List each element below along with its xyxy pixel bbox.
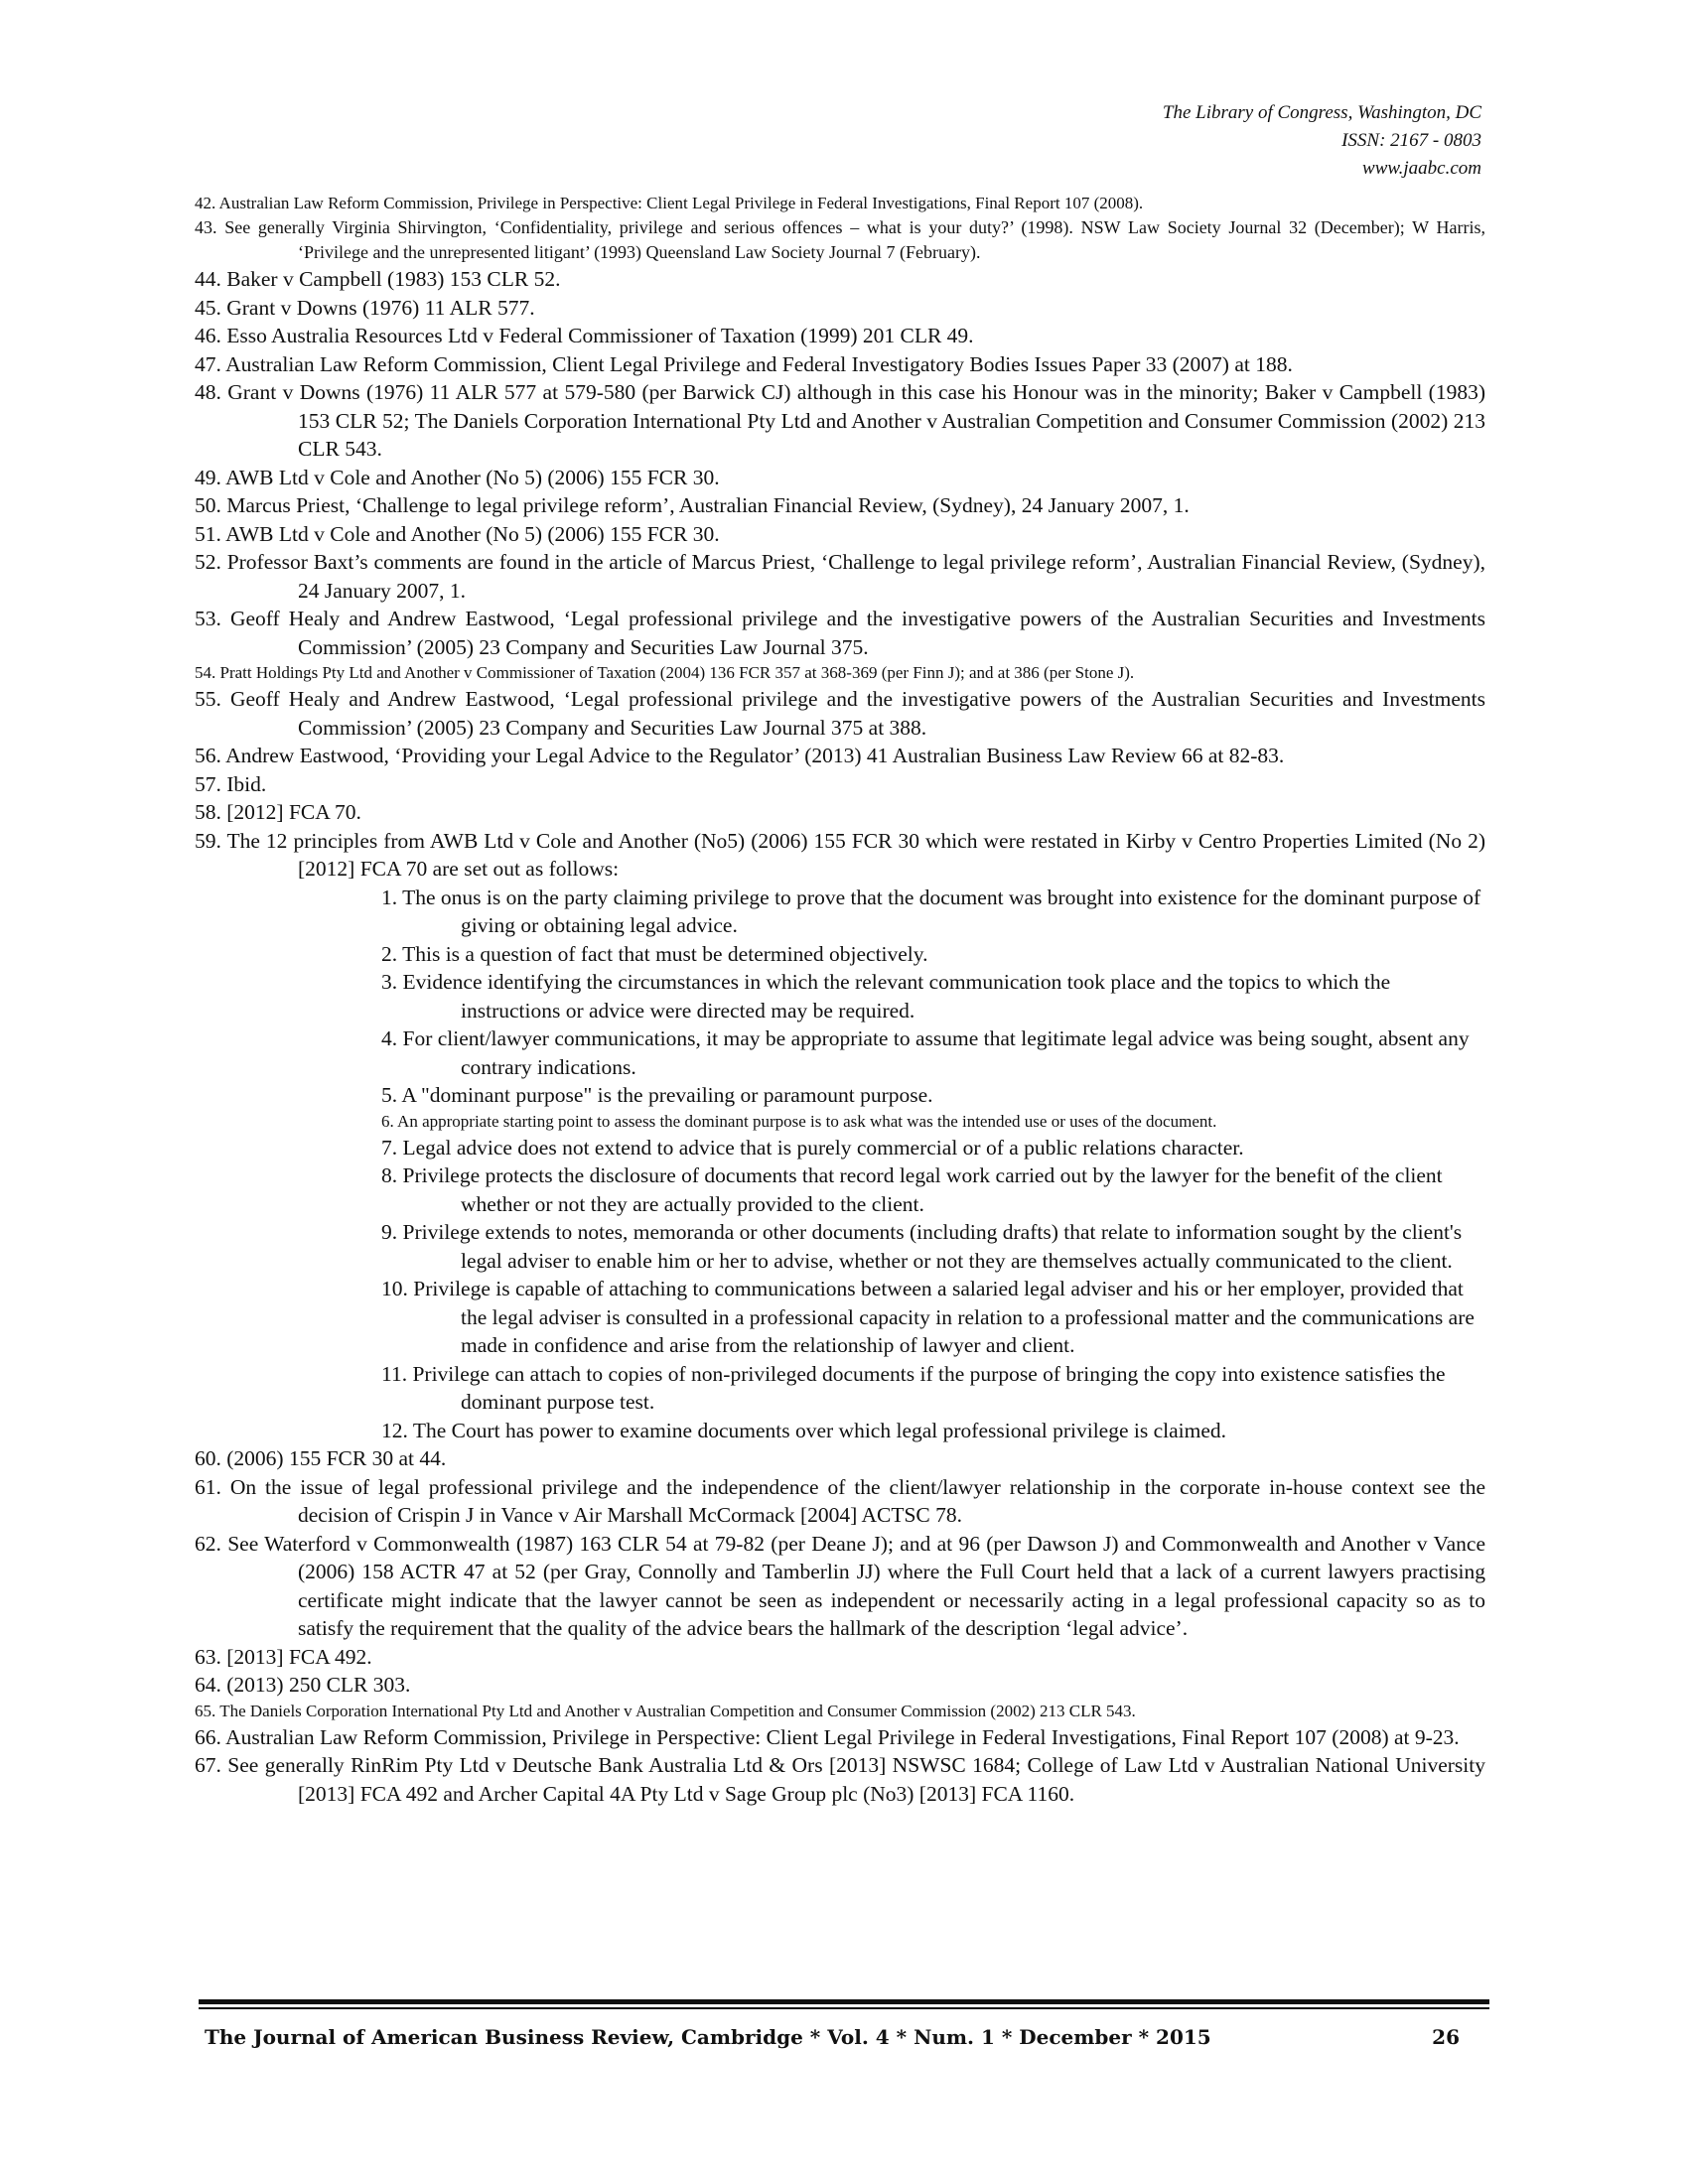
page-number: 26: [1432, 2025, 1460, 2049]
endnote-42: 42. Australian Law Reform Commission, Privilege in Perspective: Client Legal Privilege in Federal Investigations, Final Report 107 (2008).: [195, 194, 1144, 212]
endnote-54: 54. Pratt Holdings Pty Ltd and Another v Commissioner of Taxation (2004) 136 FCR 357 at 368-369 (per Finn J); and at 386 (per Stone J).: [195, 663, 1135, 682]
principle-11: 11. Privilege can attach to copies of non-privileged documents if the purpose of bringing the copy into existence satisfies the dominant purpose test.: [381, 1361, 1446, 1414]
endnote-63: 63. [2013] FCA 492.: [195, 1644, 372, 1669]
endnote-55: 55. Geoff Healy and Andrew Eastwood, ‘Legal professional privilege and the investigative powers of the Australian Securities and Investments Commission’ (2005) 23 Company and Securities Law Journal 375 at 388.: [195, 687, 1485, 740]
endnote-58: 58. [2012] FCA 70.: [195, 800, 361, 824]
header-library: The Library of Congress, Washington, DC: [1162, 102, 1481, 123]
endnote-47: 47. Australian Law Reform Commission, Client Legal Privilege and Federal Investigatory Bodies Issues Paper 33 (2007) at 188.: [195, 351, 1293, 376]
endnote-57: 57. Ibid.: [195, 771, 267, 796]
principle-7: 7. Legal advice does not extend to advice that is purely commercial or of a public relations character.: [381, 1135, 1244, 1160]
endnote-62: 62. See Waterford v Commonwealth (1987) 163 CLR 54 at 79-82 (per Deane J); and at 96 (per Dawson J) and Commonwealth and Another v Vance (2006) 158 ACTR 47 at 52 (per Gray, Connolly and Tamberlin JJ) where the Full Court held that a lack of a current lawyers practising certificate might indicate that the lawyer cannot be seen as independent or necessarily acting in a legal professional capacity so as to satisfy the requirement that the quality of the advice bears the hallmark of the description ‘legal advice’.: [195, 1531, 1485, 1640]
endnote-45: 45. Grant v Downs (1976) 11 ALR 577.: [195, 295, 535, 320]
principle-3: 3. Evidence identifying the circumstances in which the relevant communication took place and the topics to which the instructions or advice were directed may be required.: [381, 970, 1391, 1023]
header-issn: ISSN: 2167 - 0803: [1341, 130, 1481, 151]
endnote-56: 56. Andrew Eastwood, ‘Providing your Legal Advice to the Regulator’ (2013) 41 Australian Business Law Review 66 at 82-83.: [195, 744, 1285, 767]
principle-1: 1. The onus is on the party claiming privilege to prove that the document was brought into existence for the dominant purpose of giving or obtaining legal advice.: [381, 885, 1481, 937]
endnote-61: 61. On the issue of legal professional privilege and the independence of the client/lawyer relationship in the corporate in-house context see the decision of Crispin J in Vance v Air Marshall McCormack [2004] ACTSC 78.: [195, 1474, 1485, 1527]
endnote-48: 48. Grant v Downs (1976) 11 ALR 577 at 579-580 (per Barwick CJ) although in this case his Honour was in the minority; Baker v Campbell (1983) 153 CLR 52; The Daniels Corporation International Pty Ltd and Another v Australian Competition and Consumer Commission (2002) 213 CLR 543.: [195, 380, 1485, 461]
principle-4: 4. For client/lawyer communications, it may be appropriate to assume that legitimate legal advice was being sought, absent any contrary indications.: [381, 1026, 1470, 1079]
endnotes-list: [195, 192, 1485, 1808]
endnote-53: 53. Geoff Healy and Andrew Eastwood, ‘Legal professional privilege and the investigative powers of the Australian Securities and Investments Commission’ (2005) 23 Company and Securities Law Journal 375.: [195, 607, 1485, 659]
endnote-51: 51. AWB Ltd v Cole and Another (No 5) (2006) 155 FCR 30.: [195, 521, 720, 546]
endnote-52: 52. Professor Baxt’s comments are found in the article of Marcus Priest, ‘Challenge to legal privilege reform’, Australian Financial Review, (Sydney), 24 January 2007, 1.: [195, 550, 1485, 603]
endnote-67: 67. See generally RinRim Pty Ltd v Deutsche Bank Australia Ltd & Ors [2013] NSWSC 1684; College of Law Ltd v Australian National University [2013] FCA 492 and Archer Capital 4A Pty Ltd v Sage Group plc (No3) [2013] FCA 1160.: [195, 1753, 1485, 1806]
principle-2: 2. This is a question of fact that must be determined objectively.: [381, 941, 928, 966]
principle-8: 8. Privilege protects the disclosure of documents that record legal work carried out by the lawyer for the benefit of the client whether or not they are actually provided to the client.: [381, 1163, 1443, 1216]
footer-rule-thin: [199, 2007, 1489, 2009]
principle-6: 6. An appropriate starting point to assess the dominant purpose is to ask what was the intended use or uses of the document.: [381, 1111, 1217, 1131]
endnote-59: 59. The 12 principles from AWB Ltd v Cole and Another (No5) (2006) 155 FCR 30 which were restated in Kirby v Centro Properties Limited (No 2) [2012] FCA 70 are set out as follows:: [195, 828, 1485, 881]
endnote-50: 50. Marcus Priest, ‘Challenge to legal privilege reform’, Australian Financial Review, (Sydney), 24 January 2007, 1.: [195, 493, 1190, 517]
endnote-44: 44. Baker v Campbell (1983) 153 CLR 52.: [195, 267, 561, 291]
page-header: [1163, 99, 1481, 183]
principle-10: 10. Privilege is capable of attaching to communications between a salaried legal adviser and his or her employer, provided that the legal adviser is consulted in a professional capacity in relation to a professional matter and the communications are made in confidence and arise from the relationship of lawyer and client.: [381, 1277, 1475, 1357]
endnote-60: 60. (2006) 155 FCR 30 at 44.: [195, 1446, 447, 1470]
principle-5: 5. A "dominant purpose" is the prevailing or paramount purpose.: [381, 1083, 933, 1107]
endnote-66: 66. Australian Law Reform Commission, Privilege in Perspective: Client Legal Privilege in Federal Investigations, Final Report 107 (2008) at 9-23.: [195, 1724, 1460, 1749]
footer-rule-thick: [199, 1999, 1489, 2004]
principle-9: 9. Privilege extends to notes, memoranda or other documents (including drafts) that relate to information sought by the client's legal adviser to enable him or her to advise, whether or not they are themselves actually communicated to the client.: [381, 1220, 1463, 1273]
endnote-64: 64. (2013) 250 CLR 303.: [195, 1673, 411, 1697]
endnote-49: 49. AWB Ltd v Cole and Another (No 5) (2006) 155 FCR 30.: [195, 465, 720, 489]
endnote-65: 65. The Daniels Corporation International Pty Ltd and Another v Australian Competition and Consumer Commission (2002) 213 CLR 543.: [195, 1701, 1136, 1720]
endnote-43: 43. See generally Virginia Shirvington, ‘Confidentiality, privilege and serious offences – what is your duty?’ (1998). NSW Law Society Journal 32 (December); W Harris, ‘Privilege and the unrepresented litigant’ (1993) Queensland Law Society Journal 7 (February).: [195, 217, 1485, 262]
header-website: www.jaabc.com: [1362, 158, 1481, 179]
endnote-59-item: [195, 827, 1485, 1445]
endnote-46: 46. Esso Australia Resources Ltd v Federal Commissioner of Taxation (1999) 201 CLR 49.: [195, 324, 974, 347]
footer-journal-citation: The Journal of American Business Review, Cambridge * Vol. 4 * Num. 1 * December * 2015: [205, 2025, 1211, 2049]
principle-12: 12. The Court has power to examine documents over which legal professional privilege is claimed.: [381, 1418, 1227, 1442]
principles-list: [298, 884, 1485, 1445]
